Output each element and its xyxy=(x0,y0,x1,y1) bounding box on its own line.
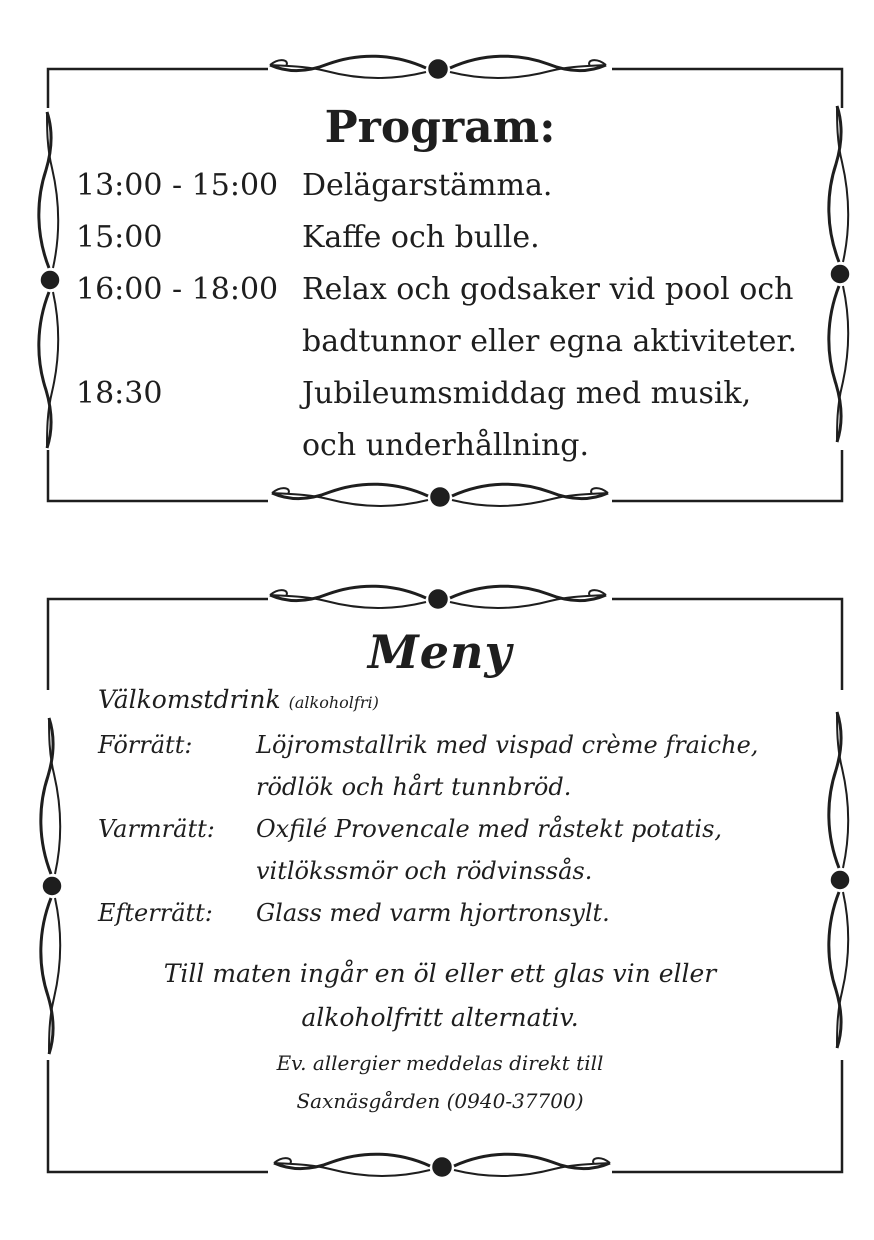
course-label: Förrätt: xyxy=(98,731,193,759)
welcome-drink-label: Välkomstdrink xyxy=(98,685,281,714)
schedule-activity xyxy=(302,160,836,212)
activity-line: Relax och godsaker vid pool och xyxy=(302,272,794,307)
schedule-row xyxy=(76,264,836,368)
schedule-row xyxy=(76,212,836,264)
included-drinks-note xyxy=(120,952,760,1040)
schedule-time: 18:30 xyxy=(76,376,163,411)
course-label: Varmrätt: xyxy=(98,815,215,843)
allergy-line: Saxnäsgården (0940-37700) xyxy=(296,1089,584,1113)
course-line: vitlökssmör och rödvinssås. xyxy=(256,857,593,885)
schedule-time: 13:00 - 15:00 xyxy=(76,168,279,203)
course-line: Löjromstallrik med vispad crème fraiche, xyxy=(256,731,759,759)
course-description xyxy=(256,808,818,892)
course-line: rödlök och hårt tunnbröd. xyxy=(256,773,572,801)
activity-line: och underhållning. xyxy=(302,428,590,463)
activity-line: Delägarstämma. xyxy=(302,168,553,203)
welcome-drink xyxy=(98,680,379,723)
included-line: Till maten ingår en öl eller ett glas vin eller xyxy=(163,959,717,988)
schedule-activity xyxy=(302,212,836,264)
included-line: alkoholfritt alternativ. xyxy=(301,1003,579,1032)
schedule-row xyxy=(76,368,836,472)
course-description xyxy=(256,892,818,934)
schedule-time: 16:00 - 18:00 xyxy=(76,272,279,307)
activity-line: Kaffe och bulle. xyxy=(302,220,540,255)
program-schedule xyxy=(76,160,836,472)
schedule-activity xyxy=(302,368,836,472)
schedule-time: 15:00 xyxy=(76,220,163,255)
allergy-line: Ev. allergier meddelas direkt till xyxy=(276,1051,604,1075)
allergy-note xyxy=(200,1044,680,1120)
course-row xyxy=(98,808,818,892)
activity-line: Jubileumsmiddag med musik, xyxy=(302,376,752,411)
program-title: Program: xyxy=(324,102,556,153)
welcome-drink-note: (alkoholfri) xyxy=(288,693,379,712)
course-label: Efterrätt: xyxy=(98,899,213,927)
schedule-row xyxy=(76,160,836,212)
course-row xyxy=(98,892,818,934)
course-description xyxy=(256,724,818,808)
activity-line: badtunnor eller egna aktiviteter. xyxy=(302,324,797,359)
course-line: Glass med varm hjortronsylt. xyxy=(256,899,610,927)
menu-courses xyxy=(98,724,818,934)
course-row xyxy=(98,724,818,808)
schedule-activity xyxy=(302,264,836,368)
course-line: Oxfilé Provencale med råstekt potatis, xyxy=(256,815,723,843)
menu-title: Meny xyxy=(367,625,513,679)
